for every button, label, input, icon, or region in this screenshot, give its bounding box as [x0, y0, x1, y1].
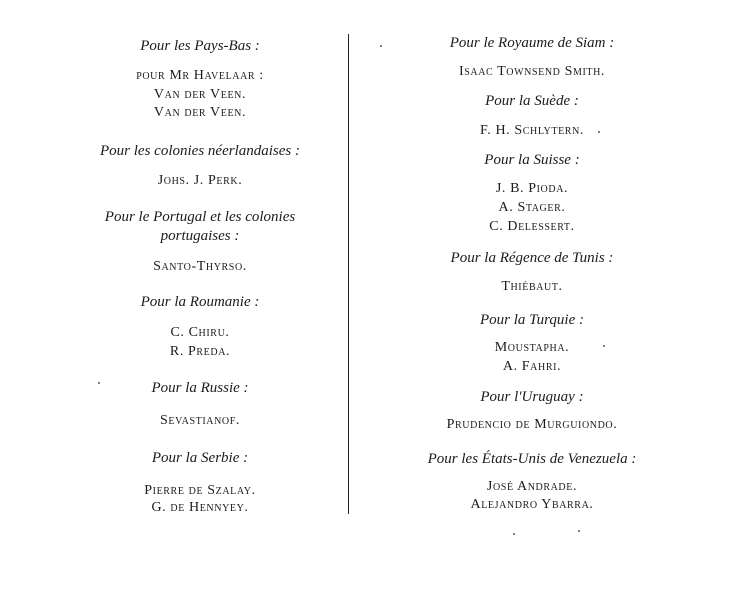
signatory-name: G. de Hennyey. — [151, 500, 249, 515]
scan-speck — [603, 345, 605, 347]
signatory-name: Thiébaut. — [501, 279, 563, 294]
country-heading: Pour le Royaume de Siam : — [449, 35, 615, 51]
country-heading: Pour la Serbie : — [151, 450, 249, 466]
column-divider — [348, 34, 349, 514]
signatory-name: Moustapha. — [494, 340, 570, 355]
country-heading: Pour le Portugal et les colonies — [104, 209, 296, 225]
scan-speck — [98, 382, 100, 384]
signatory-name: Prudencio de Murguiondo. — [446, 417, 618, 432]
signatory-name: José Andrade. — [486, 479, 578, 494]
signatory-name: A. Fahri. — [502, 359, 562, 374]
signatory-name: C. Chiru. — [170, 325, 230, 340]
signatory-name: pour Mr Havelaar : — [136, 68, 264, 83]
scan-speck — [380, 45, 382, 47]
country-heading: Pour les États-Unis de Venezuela : — [427, 451, 637, 467]
signatory-name: Sevastianof. — [160, 413, 240, 428]
signatory-name: Santo-Thyrso. — [153, 259, 247, 274]
signatory-name: J. B. Pioda. — [495, 181, 569, 196]
country-heading: portugaises : — [160, 228, 240, 244]
signatory-name: Alejandro Ybarra. — [470, 497, 594, 512]
signatory-name: Van der Veen. — [153, 87, 247, 102]
country-heading: Pour les Pays-Bas : — [140, 38, 260, 54]
signatory-name: A. Stager. — [498, 200, 566, 215]
country-heading: Pour l'Uruguay : — [480, 389, 584, 405]
signatory-name: Isaac Townsend Smith. — [458, 64, 606, 79]
country-heading: Pour les colonies néerlandaises : — [100, 143, 300, 159]
signatory-name: R. Preda. — [169, 344, 231, 359]
country-heading: Pour la Suisse : — [484, 152, 580, 168]
scan-speck — [578, 530, 580, 532]
country-heading: Pour la Régence de Tunis : — [450, 250, 614, 266]
signatory-name: F. H. Schlytern. — [480, 123, 584, 138]
signatory-name: C. Delessert. — [489, 219, 575, 234]
country-heading: Pour la Turquie : — [479, 312, 585, 328]
scan-speck — [513, 533, 515, 535]
signatory-name: Van der Veen. — [153, 105, 247, 120]
signatory-name: Johs. J. Perk. — [157, 173, 243, 188]
scan-speck — [598, 131, 600, 133]
country-heading: Pour la Suède : — [485, 93, 579, 109]
country-heading: Pour la Russie : — [151, 380, 249, 396]
country-heading: Pour la Roumanie : — [140, 294, 260, 310]
signatory-name: Pierre de Szalay. — [144, 483, 256, 498]
